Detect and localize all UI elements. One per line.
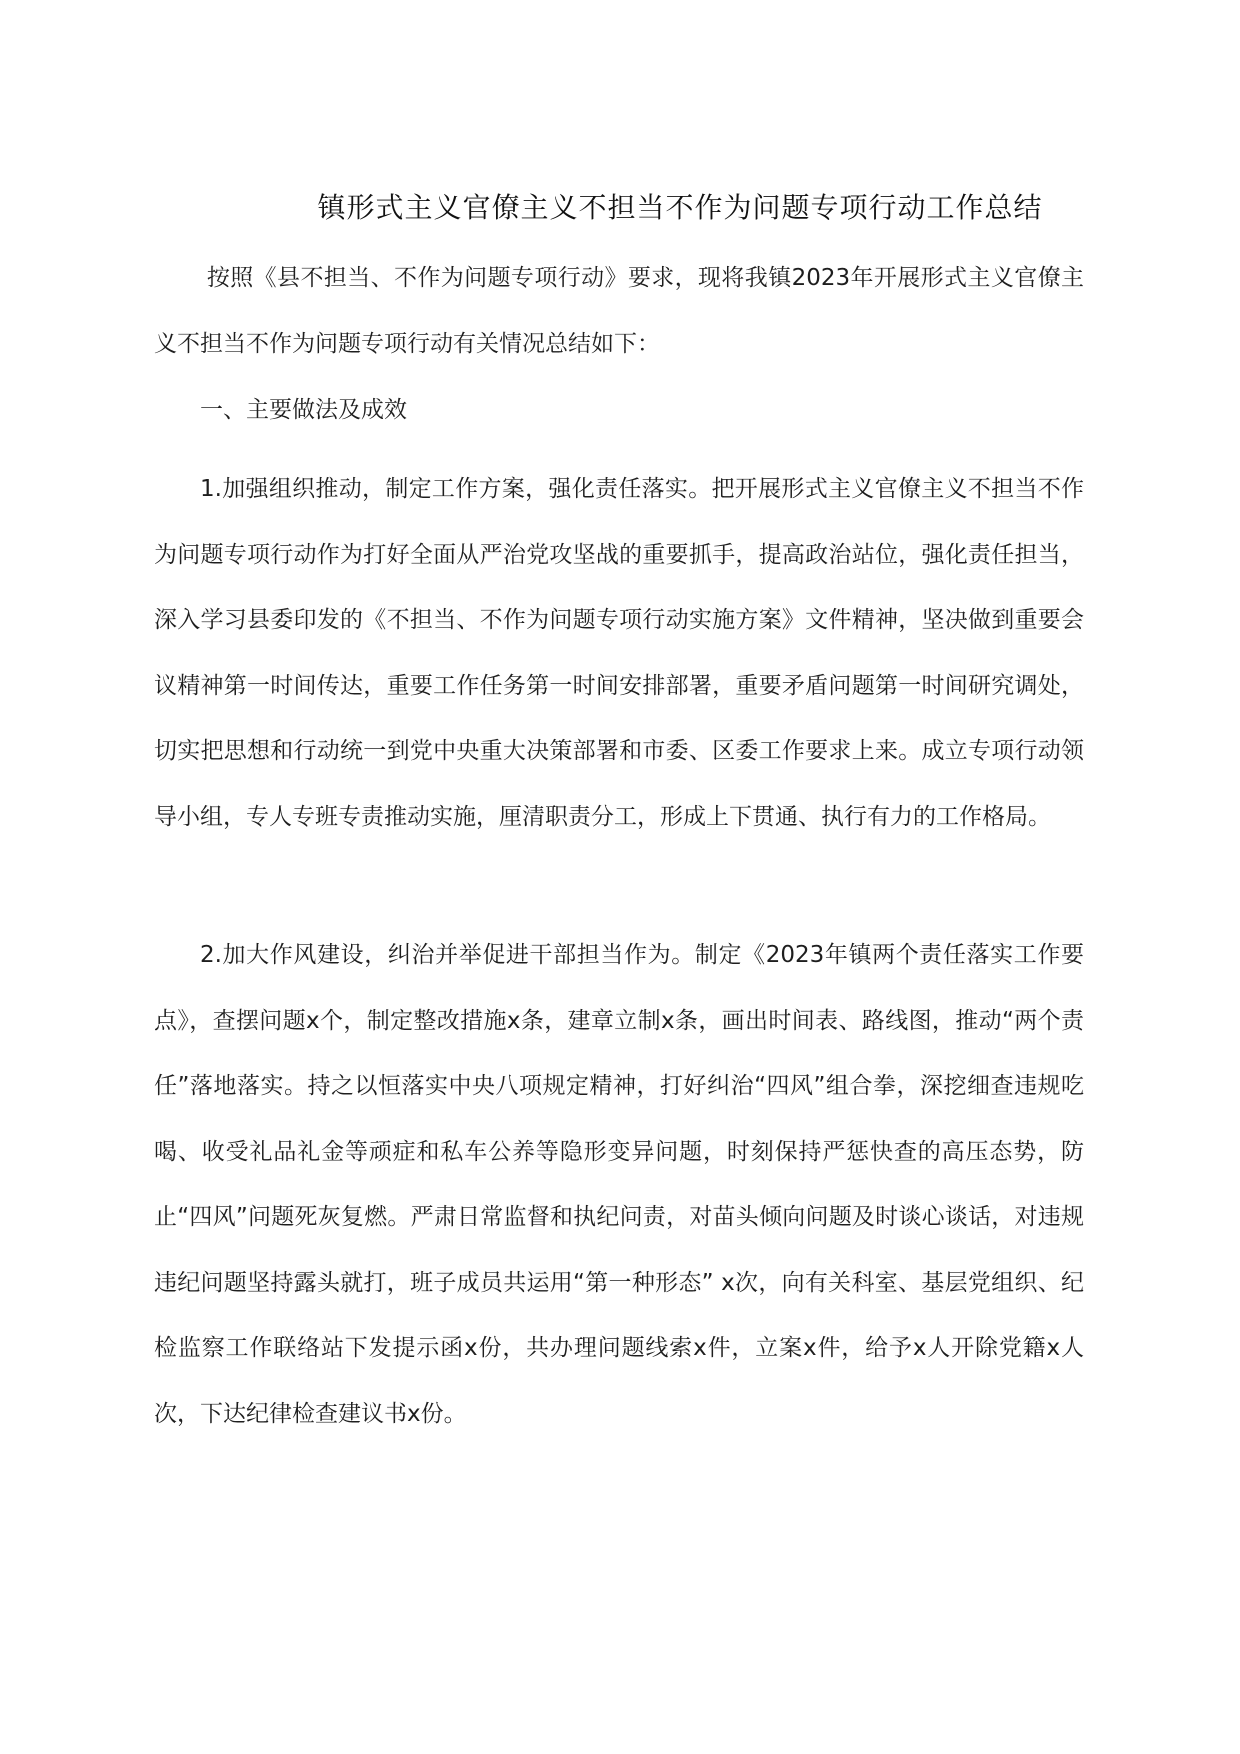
section-heading-block [154,378,1084,444]
section-heading: 一、主要做法及成效 [200,397,407,423]
document-title: 镇形式主义官僚主义不担当不作为问题专项行动工作总结 [317,191,1043,224]
paragraph-2-block [154,923,1084,1447]
intro-block [154,246,1084,377]
intro-paragraph: 按照《县不担当、不作为问题专项行动》要求，现将我镇2023年开展形式主义官僚主义不担当不作为问题专项行动有关情况总结如下： [154,265,1084,357]
paragraph-2: 2.加大作风建设，纠治并举促进干部担当作为。制定《2023年镇两个责任落实工作要点》，查摆问题x个，制定整改措施x条，建章立制x条，画出时间表、路线图，推动“两个责任”落地落实。持之以恒落实中央八项规定精神，打好纠治“四风”组合拳，深挖细查违规吃喝、收受礼品礼金等顽症和私车公养等隐形变异问题，时刻保持严惩快查的高压态势，防止“四风”问题死灰复燃。严肃日常监督和执纪问责，对苗头倾向问题及时谈心谈话，对违规违纪问题坚持露头就打，班子成员共运用“第一种形态” x次，向有关科室、基层党组织、纪检监察工作联络站下发提示函x份，共办理问题线索x件，立案x件，给予x人开除党籍x人次，下达纪律检查建议书x份。 [154,942,1084,1427]
paragraph-1-block [154,457,1084,850]
paragraph-1: 1.加强组织推动，制定工作方案，强化责任落实。把开展形式主义官僚主义不担当不作为问题专项行动作为打好全面从严治党攻坚战的重要抓手，提高政治站位，强化责任担当，深入学习县委印发的《不担当、不作为问题专项行动实施方案》文件精神，坚决做到重要会议精神第一时间传达，重要工作任务第一时间安排部署，重要矛盾问题第一时间研究调处，切实把思想和行动统一到党中央重大决策部署和市委、区委工作要求上来。成立专项行动领导小组，专人专班专责推动实施，厘清职责分工，形成上下贯通、执行有力的工作格局。 [154,476,1084,830]
